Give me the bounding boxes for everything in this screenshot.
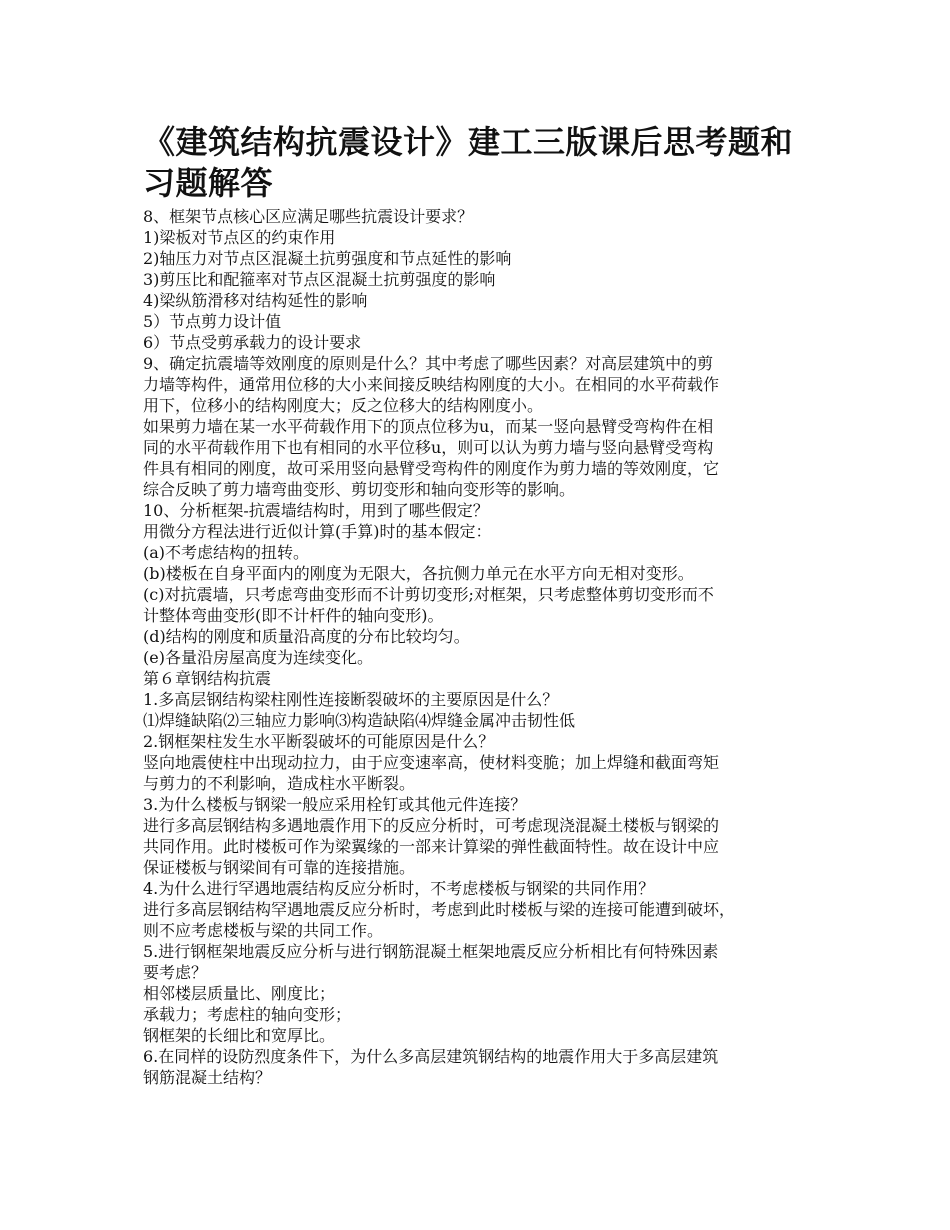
text-line: 4)梁纵筋滑移对结构延性的影响 xyxy=(143,291,368,310)
text-line: 9、确定抗震墙等效刚度的原则是什么？其中考虑了哪些因素？对高层建筑中的剪 xyxy=(143,354,714,373)
text-line: 用下，位移小的结构刚度大；反之位移大的结构刚度小。 xyxy=(143,396,544,415)
document-body xyxy=(143,206,833,1088)
text-line: 同的水平荷载作用下也有相同的水平位移u，则可以认为剪力墙与竖向悬臂受弯构 xyxy=(143,438,714,457)
text-line: (a)不考虑结构的扭转。 xyxy=(143,543,310,562)
text-line: 6.在同样的设防烈度条件下，为什么多高层建筑钢结构的地震作用大于多高层建筑 xyxy=(143,1047,719,1066)
text-line: 2)轴压力对节点区混凝土抗剪强度和节点延性的影响 xyxy=(143,249,512,268)
text-line: 10、分析框架-抗震墙结构时，用到了哪些假定？ xyxy=(143,501,489,520)
text-line: 力墙等构件，通常用位移的大小来间接反映结构刚度的大小。在相同的水平荷载作 xyxy=(143,375,720,394)
text-line: 进行多高层钢结构罕遇地震反应分析时，考虑到此时楼板与梁的连接可能遭到破坏， xyxy=(143,900,736,919)
title-line-1: 《建筑结构抗震设计》建工三版课后思考题和 xyxy=(143,123,794,161)
text-line: 计整体弯曲变形(即不计杆件的轴向变形)。 xyxy=(143,606,444,625)
text-line: (e)各量沿房屋高度为连续变化。 xyxy=(143,648,373,667)
text-line: 用微分方程法进行近似计算(手算)时的基本假定： xyxy=(143,522,492,541)
text-line: 进行多高层钢结构多遇地震作用下的反应分析时，可考虑现浇混凝土楼板与钢梁的 xyxy=(143,816,720,835)
text-line: 共同作用。此时楼板可作为梁翼缘的一部来计算梁的弹性截面特性。故在设计中应 xyxy=(143,837,720,856)
text-line: 5.进行钢框架地震反应分析与进行钢筋混凝土框架地震反应分析相比有何特殊因素 xyxy=(143,942,719,961)
text-line: 4.为什么进行罕遇地震结构反应分析时，不考虑楼板与钢梁的共同作用？ xyxy=(143,879,655,898)
text-line: 8、框架节点核心区应满足哪些抗震设计要求？ xyxy=(143,207,474,226)
text-line: 1.多高层钢结构梁柱刚性连接断裂破坏的主要原因是什么？ xyxy=(143,690,559,709)
text-line: 综合反映了剪力墙弯曲变形、剪切变形和轴向变形等的影响。 xyxy=(143,480,576,499)
title-line-2: 习题解答 xyxy=(143,164,274,202)
text-line: ⑴焊缝缺陷⑵三轴应力影响⑶构造缺陷⑷焊缝金属冲击韧性低 xyxy=(143,711,576,730)
text-line: (d)结构的刚度和质量沿高度的分布比较均匀。 xyxy=(143,627,470,646)
text-line: 与剪力的不利影响，造成柱水平断裂。 xyxy=(143,774,416,793)
text-line: 保证楼板与钢梁间有可靠的连接措施。 xyxy=(143,858,416,877)
text-line: 1)梁板对节点区的约束作用 xyxy=(143,228,336,247)
text-line: 要考虑？ xyxy=(143,963,208,982)
text-line: 竖向地震使柱中出现动拉力，由于应变速率高，使材料变脆；加上焊缝和截面弯矩 xyxy=(143,753,720,772)
text-line: 则不应考虑楼板与梁的共同工作。 xyxy=(143,921,384,940)
text-line: 6）节点受剪承载力的设计要求 xyxy=(143,333,362,352)
text-line: 相邻楼层质量比、刚度比； xyxy=(143,984,336,1003)
text-line: 钢框架的长细比和宽厚比。 xyxy=(143,1026,336,1045)
text-line: 钢筋混凝土结构？ xyxy=(143,1068,272,1087)
page-title xyxy=(143,122,823,204)
text-line: (c)对抗震墙，只考虑弯曲变形而不计剪切变形;对框架，只考虑整体剪切变形而不 xyxy=(143,585,714,604)
text-line: 3)剪压比和配箍率对节点区混凝土抗剪强度的影响 xyxy=(143,270,496,289)
text-line: 如果剪力墙在某一水平荷载作用下的顶点位移为u，而某一竖向悬臂受弯构件在相 xyxy=(143,417,714,436)
text-line: 2.钢框架柱发生水平断裂破坏的可能原因是什么？ xyxy=(143,732,495,751)
text-line: 5）节点剪力设计值 xyxy=(143,312,282,331)
text-line: 承载力；考虑柱的轴向变形； xyxy=(143,1005,352,1024)
text-line: (b)楼板在自身平面内的刚度为无限大，各抗侧力单元在水平方向无相对变形。 xyxy=(143,564,694,583)
text-line: 3.为什么楼板与钢梁一般应采用栓钉或其他元件连接？ xyxy=(143,795,527,814)
text-line: 件具有相同的刚度，故可采用竖向悬臂受弯构件的刚度作为剪力墙的等效刚度，它 xyxy=(143,459,720,478)
section-heading: 第６章钢结构抗震 xyxy=(143,669,272,688)
